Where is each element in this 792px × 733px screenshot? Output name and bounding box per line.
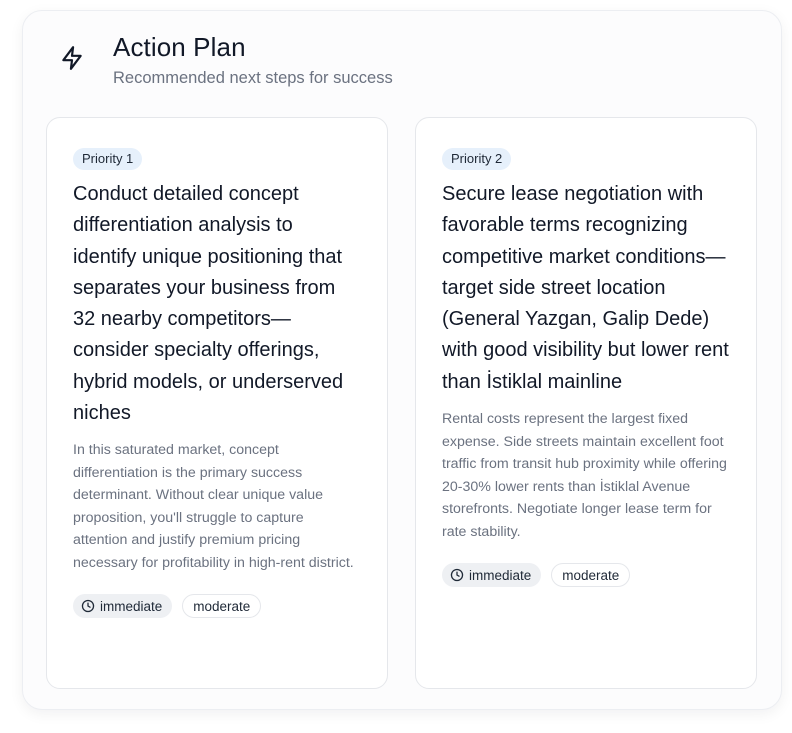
effort-tag: moderate — [551, 563, 630, 587]
tag-list — [442, 563, 730, 587]
page-subtitle: Recommended next steps for success — [113, 69, 393, 87]
action-plan-panel — [22, 10, 782, 710]
action-card-2 — [415, 117, 757, 689]
action-title: Conduct detailed concept differentiation analysis to identify unique positioning that separates your business from 32 nearby competitors—consider specialty offerings, hybrid models, or underserved niches — [73, 183, 344, 425]
action-description: In this saturated market, concept differentiation is the primary success determinant. Without clear unique value proposition, you'll struggle to capture attention and justify premium pricing necessary for profitability in high-rent district. — [73, 442, 354, 571]
action-card-1 — [46, 117, 388, 689]
priority-badge: Priority 1 — [73, 148, 142, 170]
action-description: Rental costs represent the largest fixed expense. Side streets maintain excellent foot traffic from transit hub proximity while offering 20-30% lower rents than İstiklal Avenue storefronts. Negotiate longer lease term for rate stability. — [442, 411, 727, 540]
tag-list — [73, 594, 361, 618]
clock-icon — [81, 599, 95, 613]
timeline-label: immediate — [100, 598, 163, 614]
timeline-tag — [442, 563, 541, 587]
lightning-icon — [57, 43, 87, 73]
timeline-tag — [73, 594, 172, 618]
panel-header — [57, 31, 393, 89]
action-title: Secure lease negotiation with favorable terms recognizing competitive market conditions—target side street location (General Yazgan, Galip Dede) with good visibility but lower rent than İstiklal mainline — [442, 183, 729, 393]
priority-badge: Priority 2 — [442, 148, 511, 170]
clock-icon — [450, 568, 464, 582]
timeline-label: immediate — [469, 567, 532, 583]
page-title: Action Plan — [113, 32, 246, 62]
effort-tag: moderate — [182, 594, 261, 618]
